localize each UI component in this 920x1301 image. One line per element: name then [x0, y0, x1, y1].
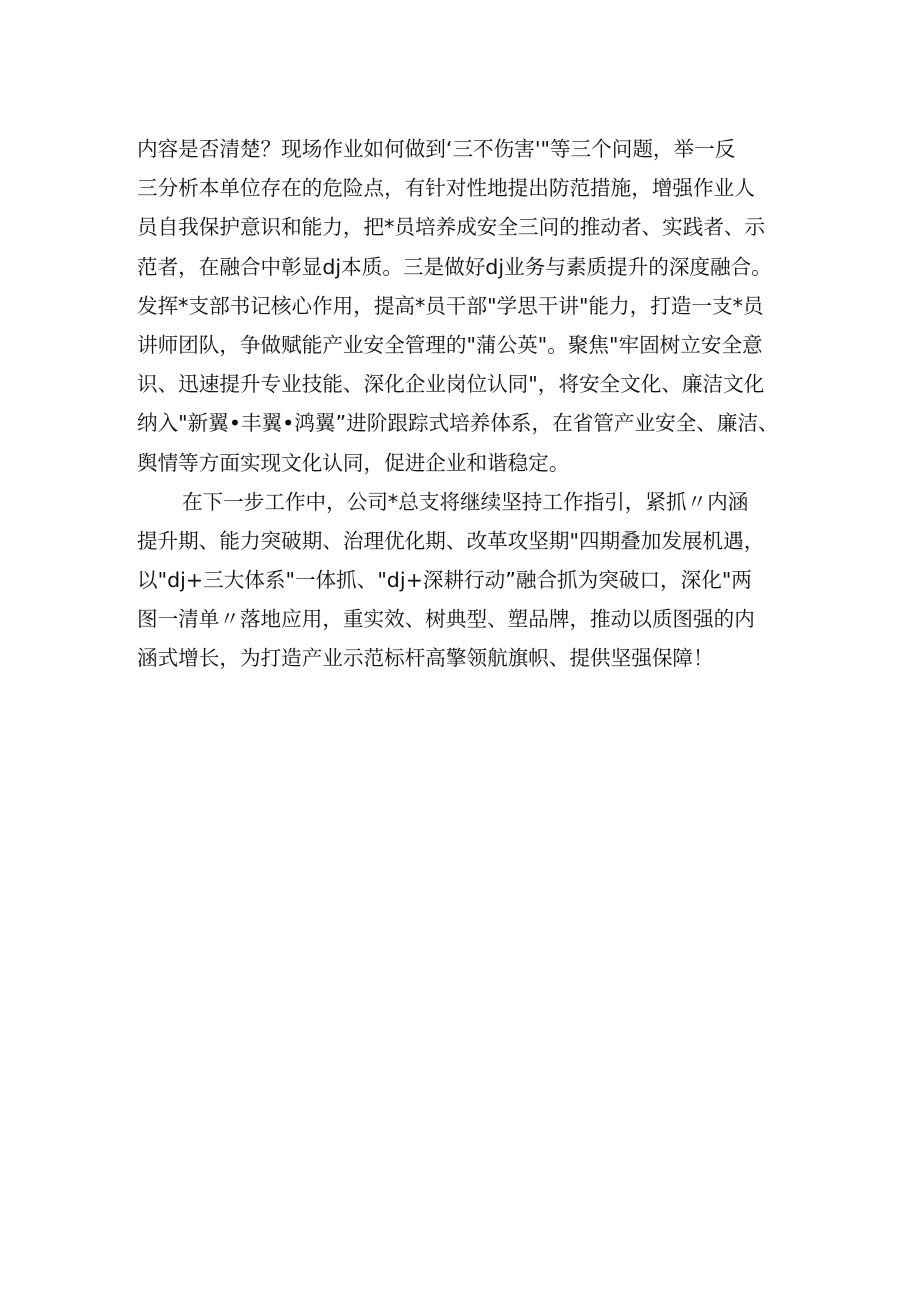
text-line: 舆情等方面实现文化认同，促进企业和谐稳定。: [137, 450, 570, 475]
text-line: 识、迅速提升专业技能、深化企业岗位认同"，将安全文化、廉洁文化: [137, 372, 765, 397]
text-line: 纳入"新翼•丰翼•鸿翼”进阶跟踪式培养体系，在省管产业安全、廉洁、: [137, 411, 779, 436]
text-line: 三分析本单位存在的危险点，有针对性地提出防范措施，增强作业人: [137, 176, 755, 201]
text-line: 范者，在融合中彰显dj本质。三是做好dj业务与素质提升的深度融合。: [137, 254, 772, 279]
text-line: 在下一步工作中，公司*总支将继续坚持工作指引，紧抓〃内涵: [182, 489, 749, 514]
text-line: 内容是否清楚？现场作业如何做到‘三不伤害'"等三个问题，举一反: [137, 137, 736, 161]
text-line: 提升期、能力突破期、治理优化期、改革攻坚期"四期叠加发展机遇，: [137, 528, 765, 553]
text-line: 涵式增长，为打造产业示范标杆高擎领航旗帜、提供坚强保障！: [137, 646, 714, 671]
text-line: 图一清单〃落地应用，重实效、树典型、塑品牌，推动以质图强的内: [137, 607, 755, 632]
paragraph-2: [137, 483, 797, 679]
paragraph-1: [137, 130, 797, 483]
text-line: 员自我保护意识和能力，把*员培养成安全三问的推动者、实践者、示: [137, 215, 766, 240]
text-line: 发挥*支部书记核心作用，提高*员干部"学思干讲"能力，打造一支*员: [137, 293, 764, 318]
text-line: 讲师团队，争做赋能产业安全管理的"蒲公英"。聚焦"牢固树立安全意: [137, 332, 763, 357]
text-line: 以"dj+三大体系"一体抓、"dj+深耕行动”融合抓为突破口，深化"两: [137, 568, 752, 593]
document-body: [137, 130, 797, 679]
